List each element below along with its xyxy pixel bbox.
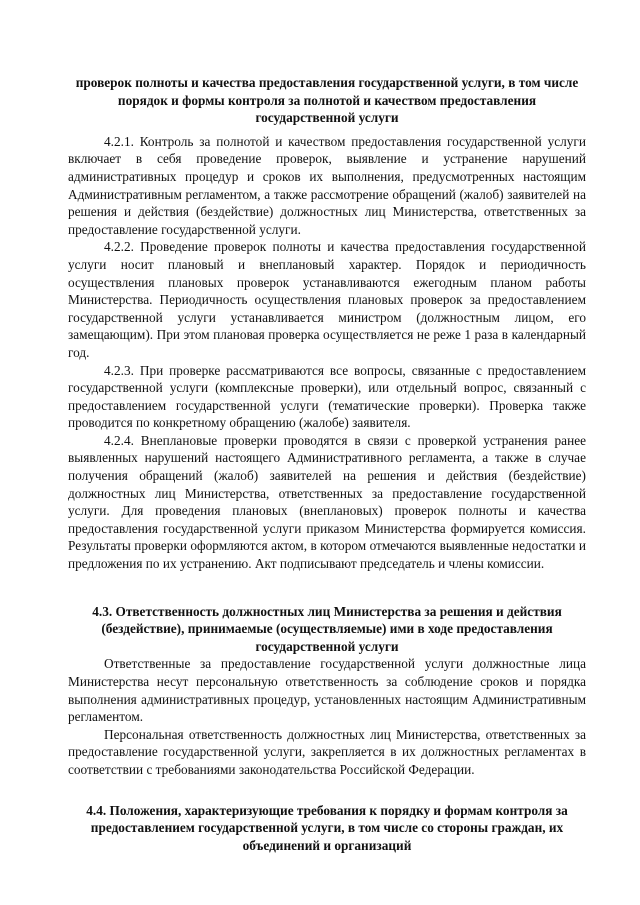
paragraph-4-2-2: 4.2.2. Проведение проверок полноты и качества предоставления государственной услуги носит плановый и внеплановый характер. Порядок и периодичность осуществления плановых проверок устанавливаются ежегодным планом работы Министерства. Периодичность осуществления плановых проверок за предоставлением государственной услуги устанавливается министром (должностным лицом, его замещающим). При этом плановая проверка осуществляется не реже 1 раза в календарный год.: [68, 239, 586, 360]
section-4-3-heading: 4.3. Ответственность должностных лиц Министерства за решения и действия (бездействие), принимаемые (осуществляемые) ими в ходе предоставления государственной услуги: [92, 603, 562, 654]
document-body: [68, 74, 586, 854]
paragraph-4-3-1: Ответственные за предоставление государственной услуги должностные лица Министерства несут персональную ответственность за соблюдение сроков и порядка выполнения административных процедур, установленных настоящим Административным регламентом.: [68, 656, 586, 725]
paragraph-4-3-2: Персональная ответственность должностных лиц Министерства, ответственных за предоставление государственной услуги, закрепляется в их должностных регламентах в соответствии с требованиями законодательства Российской Федерации.: [68, 726, 586, 777]
section-4-4-heading: 4.4. Положения, характеризующие требования к порядку и формам контроля за предоставлением государственной услуги, в том числе со стороны граждан, их объединений и организаций: [86, 802, 568, 853]
spacer: [68, 573, 586, 603]
paragraph-4-2-4: 4.2.4. Внеплановые проверки проводятся в связи с проверкой устранения ранее выявленных нарушений настоящего Административного регламента, а также в случае получения обращений (жалоб) заявителей на решения и действия (бездействие) должностных лиц Министерства, ответственных за предоставление государственной услуги. Для проведения плановых (внеплановых) проверок полноты и качества предоставления государственной услуги приказом Министерства формируется комиссия. Результаты проверки оформляются актом, в котором отмечаются выявленные недостатки и предложения по их устранению. Акт подписывают председатель и члены комиссии.: [68, 432, 586, 572]
paragraph-4-2-1: 4.2.1. Контроль за полнотой и качеством предоставления государственной услуги включает в себя проведение проверок, выявление и устранение нарушений административных процедур и сроков их выполнения, предусмотренных настоящим Административным регламентом, а также рассмотрение обращений (жалоб) заявителей на решения и действия (бездействие) должностных лиц Министерства, ответственных за предоставление государственной услуги.: [68, 133, 586, 237]
spacer: [68, 779, 586, 802]
section-4-2-heading: проверок полноты и качества предоставления государственной услуги, в том числе порядок и формы контроля за полнотой и качеством предоставления государственной услуги: [75, 75, 579, 126]
paragraph-4-2-3: 4.2.3. При проверке рассматриваются все вопросы, связанные с предоставлением государственной услуги (комплексные проверки), или отдельный вопрос, связанный с предоставлением государственной услуги (тематические проверки). Проверка также проводится по конкретному обращению (жалобе) заявителя.: [68, 362, 586, 431]
